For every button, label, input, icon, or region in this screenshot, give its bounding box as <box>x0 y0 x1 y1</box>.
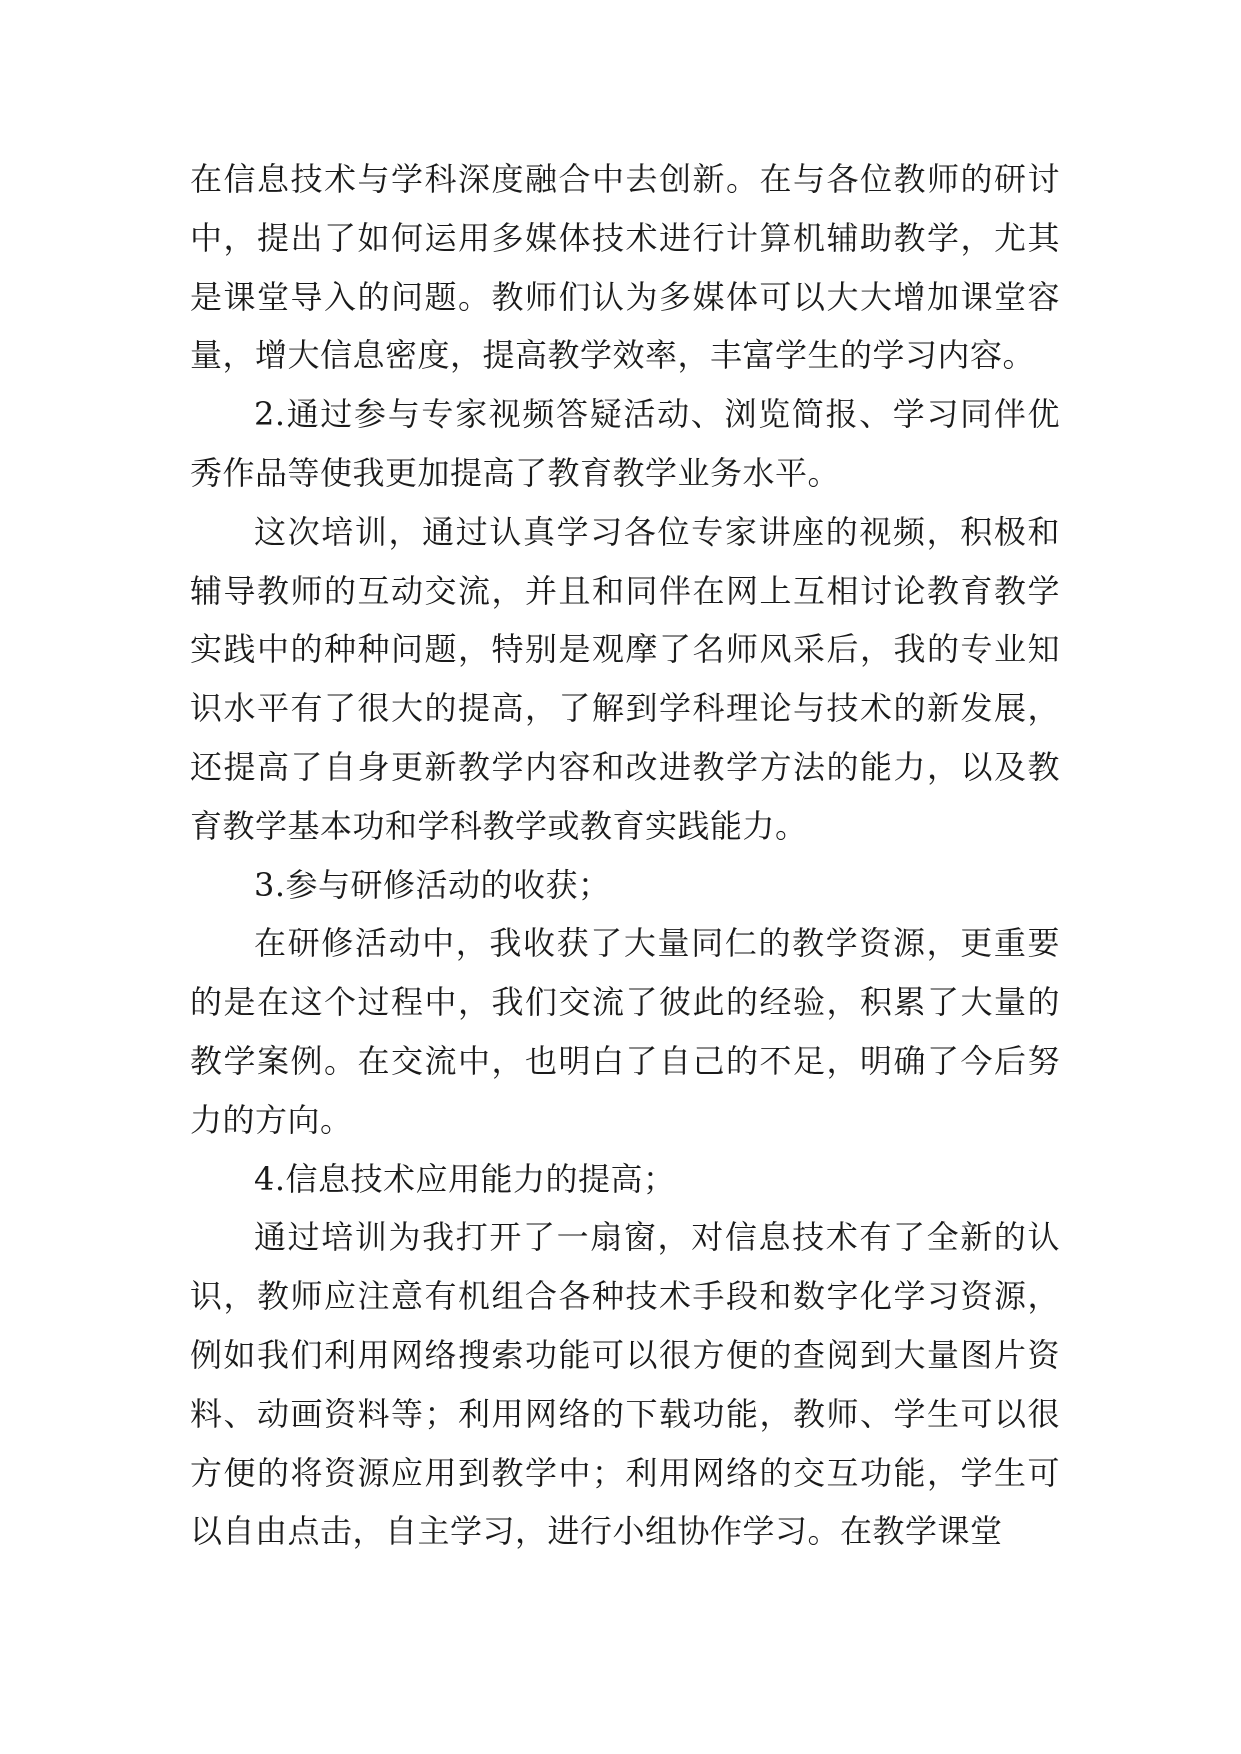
document-body <box>190 150 1060 1561</box>
paragraph-item-4: 4.信息技术应用能力的提高； <box>254 1159 676 1198</box>
paragraph-item-2: 2.通过参与专家视频答疑活动、浏览简报、学习同伴优秀作品等使我更加提高了教育教学业务水平。 <box>190 395 1060 492</box>
paragraph-it-skills: 通过培训为我打开了一扇窗，对信息技术有了全新的认识，教师应注意有机组合各种技术手段和数字化学习资源，例如我们利用网络搜索功能可以很方便的查阅到大量图片资料、动画资料等；利用网络的下载功能，教师、学生可以很方便的将资源应用到教学中；利用网络的交互功能，学生可以自由点击，自主学习，进行小组协作学习。在教学课堂 <box>190 1218 1060 1551</box>
paragraph-item-3: 3.参与研修活动的收获； <box>254 865 611 904</box>
paragraph-research: 在研修活动中，我收获了大量同仁的教学资源，更重要的是在这个过程中，我们交流了彼此的经验，积累了大量的教学案例。在交流中，也明白了自己的不足，明确了今后努力的方向。 <box>190 924 1060 1139</box>
paragraph-continuation: 在信息技术与学科深度融合中去创新。在与各位教师的研讨中，提出了如何运用多媒体技术进行计算机辅助教学，尤其是课堂导入的问题。教师们认为多媒体可以大大增加课堂容量，增大信息密度，提高教学效率，丰富学生的学习内容。 <box>190 160 1060 375</box>
paragraph-training: 这次培训，通过认真学习各位专家讲座的视频，积极和辅导教师的互动交流，并且和同伴在网上互相讨论教育教学实践中的种种问题，特别是观摩了名师风采后，我的专业知识水平有了很大的提高，了解到学科理论与技术的新发展，还提高了自身更新教学内容和改进教学方法的能力，以及教育教学基本功和学科教学或教育实践能力。 <box>190 512 1060 845</box>
